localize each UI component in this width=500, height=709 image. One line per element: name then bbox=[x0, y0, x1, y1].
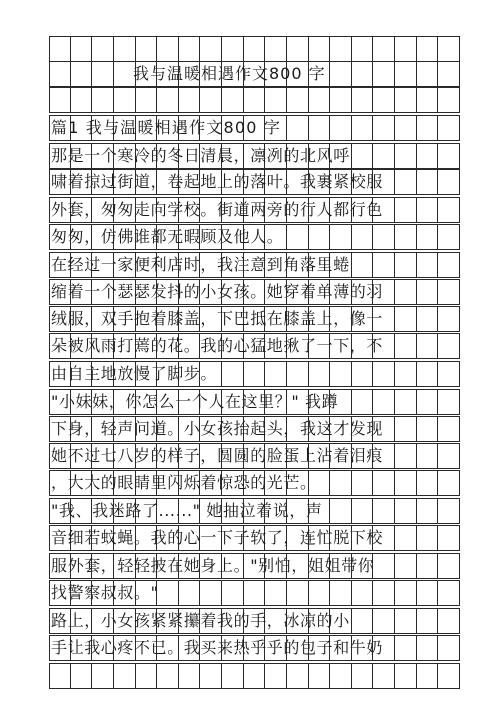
grid-cell bbox=[352, 608, 374, 634]
grid-cell bbox=[71, 87, 93, 113]
grid-row-title bbox=[49, 61, 460, 87]
grid-cell bbox=[71, 663, 93, 689]
grid-cell bbox=[352, 143, 374, 169]
grid-cell bbox=[395, 361, 417, 387]
grid-cell bbox=[417, 389, 439, 415]
grid-cell bbox=[438, 608, 460, 634]
grid-cell bbox=[309, 663, 331, 689]
grid-cell bbox=[309, 115, 331, 141]
grid-cell bbox=[244, 87, 266, 113]
grid-cell bbox=[395, 252, 417, 278]
grid-cell bbox=[49, 663, 71, 689]
grid-cell bbox=[352, 470, 374, 496]
text-line: 外套，匆匆走向学校。街道两旁的行人都行色 bbox=[51, 200, 384, 219]
grid-cell bbox=[222, 361, 244, 387]
grid-cell bbox=[417, 608, 439, 634]
grid-cell bbox=[417, 224, 439, 250]
grid-cell bbox=[417, 525, 439, 551]
grid-cell bbox=[265, 663, 287, 689]
grid-cell bbox=[395, 87, 417, 113]
grid-cell bbox=[438, 580, 460, 606]
grid-cell bbox=[438, 443, 460, 469]
grid-cell bbox=[136, 36, 158, 62]
grid-cell bbox=[287, 87, 309, 113]
grid-row-text bbox=[49, 279, 460, 305]
grid-cell bbox=[395, 389, 417, 415]
text-line: 朵被风雨打蔫的花。我的心猛地揪了一下，不 bbox=[51, 336, 384, 355]
grid-cell bbox=[330, 580, 352, 606]
grid-cell bbox=[438, 635, 460, 661]
grid-cell bbox=[438, 525, 460, 551]
grid-cell bbox=[438, 663, 460, 689]
grid-cell bbox=[352, 61, 374, 87]
grid-cell bbox=[417, 252, 439, 278]
grid-cell bbox=[352, 252, 374, 278]
grid-cell bbox=[417, 279, 439, 305]
grid-cell bbox=[395, 663, 417, 689]
grid-cell bbox=[438, 498, 460, 524]
grid-cell bbox=[417, 663, 439, 689]
text-line: 在经过一家便利店时，我注意到角落里蜷 bbox=[51, 255, 350, 274]
grid-row-text bbox=[49, 197, 460, 223]
grid-cell bbox=[438, 279, 460, 305]
grid-cell bbox=[179, 36, 201, 62]
grid-cell bbox=[330, 224, 352, 250]
grid-row-text bbox=[49, 169, 460, 195]
grid-cell bbox=[287, 663, 309, 689]
text-line: 由自主地放慢了脚步。 bbox=[51, 364, 218, 383]
grid-cell bbox=[438, 389, 460, 415]
grid-cell bbox=[417, 197, 439, 223]
text-line: 服外套，轻轻披在她身上。"别怕，姐姐带你 bbox=[51, 556, 375, 575]
grid-cell bbox=[244, 663, 266, 689]
grid-cell bbox=[373, 389, 395, 415]
grid-cell bbox=[395, 169, 417, 195]
text-line: 音细若蚊蝇。我的心一下子软了，连忙脱下校 bbox=[51, 528, 384, 547]
grid-cell bbox=[438, 553, 460, 579]
grid-cell bbox=[395, 635, 417, 661]
grid-cell bbox=[309, 36, 331, 62]
grid-cell bbox=[200, 87, 222, 113]
grid-cell bbox=[438, 61, 460, 87]
grid-cell bbox=[417, 498, 439, 524]
grid-cell bbox=[438, 197, 460, 223]
grid-cell bbox=[417, 416, 439, 442]
grid-cell bbox=[373, 115, 395, 141]
grid-row-text bbox=[49, 333, 460, 359]
grid-cell bbox=[352, 361, 374, 387]
grid-cell bbox=[417, 470, 439, 496]
text-line: 那是一个寒冷的冬日清晨，凛冽的北风呼 bbox=[51, 146, 350, 165]
grid-cell bbox=[222, 580, 244, 606]
grid-cell bbox=[265, 580, 287, 606]
grid-cell bbox=[352, 36, 374, 62]
grid-row-blank bbox=[49, 36, 460, 62]
grid-cell bbox=[395, 61, 417, 87]
grid-row-text bbox=[49, 443, 460, 469]
grid-row-text bbox=[49, 553, 460, 579]
grid-cell bbox=[330, 498, 352, 524]
grid-cell bbox=[395, 279, 417, 305]
grid-cell bbox=[395, 416, 417, 442]
grid-cell bbox=[287, 115, 309, 141]
text-line: 绒服，双手抱着膝盖，下巴抵在膝盖上，像一 bbox=[51, 309, 384, 328]
grid-cell bbox=[352, 498, 374, 524]
grid-cell bbox=[373, 498, 395, 524]
grid-cell bbox=[395, 143, 417, 169]
grid-cell bbox=[373, 470, 395, 496]
grid-cell bbox=[438, 306, 460, 332]
grid-cell bbox=[92, 663, 114, 689]
text-line: 找警察叔叔。" bbox=[51, 583, 159, 602]
grid-cell bbox=[309, 580, 331, 606]
grid-cell bbox=[417, 306, 439, 332]
grid-cell bbox=[179, 663, 201, 689]
grid-cell bbox=[373, 252, 395, 278]
grid-cell bbox=[395, 36, 417, 62]
grid-cell bbox=[92, 61, 114, 87]
grid-cell bbox=[395, 608, 417, 634]
grid-row-text bbox=[49, 470, 460, 496]
text-line: ，大大的眼睛里闪烁着惊恐的光芒。 bbox=[51, 473, 317, 492]
grid-cell bbox=[265, 361, 287, 387]
text-line: 下身，轻声问道。小女孩抬起头，我这才发现 bbox=[51, 419, 384, 438]
grid-cell bbox=[417, 443, 439, 469]
section-heading: 篇1 我与温暖相遇作文800 字 bbox=[51, 118, 282, 137]
grid-cell bbox=[200, 36, 222, 62]
grid-cell bbox=[352, 663, 374, 689]
grid-cell bbox=[438, 224, 460, 250]
grid-cell bbox=[395, 525, 417, 551]
grid-cell bbox=[330, 87, 352, 113]
grid-cell bbox=[438, 36, 460, 62]
grid-cell bbox=[395, 306, 417, 332]
grid-row-text bbox=[49, 498, 460, 524]
grid-row-text bbox=[49, 361, 460, 387]
grid-cell bbox=[417, 635, 439, 661]
grid-cell bbox=[438, 416, 460, 442]
grid-cell bbox=[395, 498, 417, 524]
text-line: 缩着一个瑟瑟发抖的小女孩。她穿着单薄的羽 bbox=[51, 282, 384, 301]
grid-cell bbox=[265, 87, 287, 113]
grid-cell bbox=[114, 663, 136, 689]
grid-cell bbox=[244, 361, 266, 387]
grid-cell bbox=[157, 87, 179, 113]
grid-row-text bbox=[49, 143, 460, 169]
grid-cell bbox=[244, 580, 266, 606]
grid-cell bbox=[417, 333, 439, 359]
grid-cell bbox=[222, 87, 244, 113]
grid-cell bbox=[92, 87, 114, 113]
grid-cell bbox=[330, 115, 352, 141]
grid-cell bbox=[265, 36, 287, 62]
text-line: 啸着掠过街道，卷起地上的落叶。我裹紧校服 bbox=[51, 172, 384, 191]
grid-cell bbox=[92, 36, 114, 62]
grid-cell bbox=[417, 361, 439, 387]
grid-cell bbox=[395, 553, 417, 579]
grid-cell bbox=[373, 61, 395, 87]
grid-cell bbox=[330, 470, 352, 496]
grid-cell bbox=[352, 224, 374, 250]
grid-cell bbox=[352, 115, 374, 141]
grid-cell bbox=[438, 143, 460, 169]
grid-row-blank bbox=[49, 663, 460, 689]
grid-cell bbox=[417, 553, 439, 579]
grid-cell bbox=[179, 87, 201, 113]
grid-cell bbox=[49, 36, 71, 62]
grid-cell bbox=[114, 87, 136, 113]
grid-cell bbox=[330, 663, 352, 689]
grid-cell bbox=[114, 36, 136, 62]
grid-cell bbox=[395, 443, 417, 469]
grid-cell bbox=[309, 224, 331, 250]
grid-cell bbox=[200, 580, 222, 606]
grid-cell bbox=[373, 663, 395, 689]
grid-row-text bbox=[49, 416, 460, 442]
grid-cell bbox=[244, 36, 266, 62]
grid-cell bbox=[71, 36, 93, 62]
grid-cell bbox=[417, 115, 439, 141]
grid-cell bbox=[309, 87, 331, 113]
grid-cell bbox=[395, 580, 417, 606]
grid-cell bbox=[287, 224, 309, 250]
grid-cell bbox=[222, 663, 244, 689]
grid-cell bbox=[417, 143, 439, 169]
grid-row-text bbox=[49, 635, 460, 661]
grid-cell bbox=[438, 87, 460, 113]
grid-cell bbox=[438, 333, 460, 359]
grid-cell bbox=[222, 36, 244, 62]
grid-cell bbox=[395, 224, 417, 250]
grid-cell bbox=[200, 663, 222, 689]
grid-cell bbox=[287, 580, 309, 606]
grid-cell bbox=[417, 580, 439, 606]
grid-cell bbox=[179, 580, 201, 606]
grid-cell bbox=[49, 87, 71, 113]
grid-cell bbox=[438, 470, 460, 496]
grid-row-text bbox=[49, 525, 460, 551]
grid-cell bbox=[395, 115, 417, 141]
grid-cell bbox=[395, 333, 417, 359]
grid-cell bbox=[438, 361, 460, 387]
grid-cell bbox=[417, 169, 439, 195]
grid-cell bbox=[330, 61, 352, 87]
grid-cell bbox=[417, 36, 439, 62]
essay-title: 我与温暖相遇作文800 字 bbox=[133, 64, 326, 83]
grid-cell bbox=[136, 87, 158, 113]
grid-cell bbox=[373, 36, 395, 62]
text-line: "小妹妹，你怎么一个人在这里？" 我蹲 bbox=[51, 392, 339, 411]
text-line: "我、我迷路了......" 她抽泣着说，声 bbox=[51, 501, 323, 520]
text-line: 路上，小女孩紧紧攥着我的手，冰凉的小 bbox=[51, 611, 350, 630]
grid-cell bbox=[395, 197, 417, 223]
grid-cell bbox=[330, 361, 352, 387]
grid-cell bbox=[309, 361, 331, 387]
text-line: 匆匆，仿佛谁都无暇顾及他人。 bbox=[51, 227, 284, 246]
grid-row-text bbox=[49, 224, 460, 250]
grid-row-text bbox=[49, 306, 460, 332]
grid-cell bbox=[49, 61, 71, 87]
grid-cell bbox=[352, 580, 374, 606]
grid-row-blank bbox=[49, 87, 460, 113]
grid-cell bbox=[157, 36, 179, 62]
grid-cell bbox=[373, 224, 395, 250]
grid-cell bbox=[395, 470, 417, 496]
grid-cell bbox=[287, 36, 309, 62]
grid-cell bbox=[352, 389, 374, 415]
grid-row-text bbox=[49, 389, 460, 415]
grid-cell bbox=[438, 252, 460, 278]
grid-cell bbox=[287, 361, 309, 387]
grid-cell bbox=[373, 361, 395, 387]
grid-cell bbox=[373, 608, 395, 634]
grid-cell bbox=[71, 61, 93, 87]
grid-row-text bbox=[49, 608, 460, 634]
grid-cell bbox=[373, 580, 395, 606]
grid-cell bbox=[417, 61, 439, 87]
grid-cell bbox=[136, 663, 158, 689]
grid-cell bbox=[373, 87, 395, 113]
grid-cell bbox=[417, 87, 439, 113]
grid-cell bbox=[438, 169, 460, 195]
grid-cell bbox=[157, 663, 179, 689]
grid-row-text bbox=[49, 580, 460, 606]
grid-row-text bbox=[49, 252, 460, 278]
grid-cell bbox=[157, 580, 179, 606]
text-line: 手让我心疼不已。我买来热乎乎的包子和牛奶 bbox=[51, 638, 384, 657]
grid-cell bbox=[352, 87, 374, 113]
grid-cell bbox=[438, 115, 460, 141]
text-line: 她不过七八岁的样子，圆圆的脸蛋上沾着泪痕 bbox=[51, 446, 384, 465]
grid-cell bbox=[330, 36, 352, 62]
grid-cell bbox=[373, 553, 395, 579]
grid-row-heading bbox=[49, 115, 460, 141]
grid-cell bbox=[373, 143, 395, 169]
